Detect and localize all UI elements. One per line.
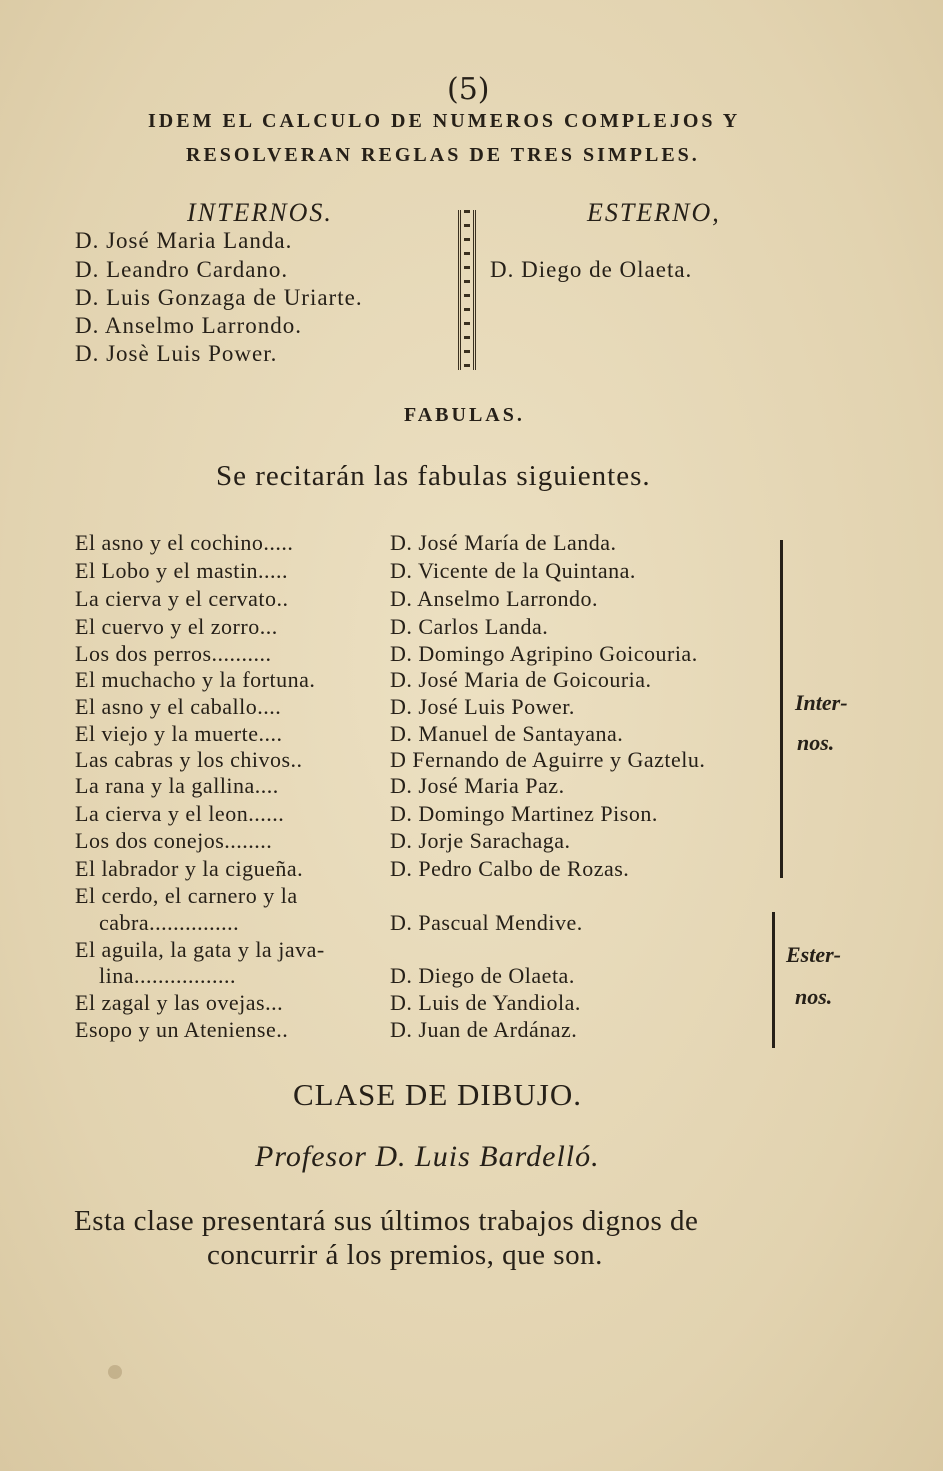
fabulas-title: FABULAS.: [404, 404, 525, 426]
fabula-title: La cierva y el leon......: [75, 801, 285, 826]
fabula-title: El cuervo y el zorro...: [75, 614, 278, 639]
fabula-title: El viejo y la muerte....: [75, 721, 283, 746]
fabula-performer: D. José María de Landa.: [390, 530, 617, 555]
interno-member: D. José Maria Landa.: [75, 228, 293, 253]
group-label-esternos: nos.: [795, 984, 833, 1009]
interno-member: D. Josè Luis Power.: [75, 341, 278, 366]
fabula-performer: D. José Maria de Goicouria.: [390, 667, 652, 692]
internos-title: INTERNOS.: [187, 198, 333, 227]
fabula-title: El cerdo, el carnero y la: [75, 883, 298, 908]
fabula-performer: D. José Luis Power.: [390, 694, 575, 719]
fabula-row: [0, 828, 943, 856]
fabula-row: [0, 773, 943, 801]
group-label-internos: Inter-: [795, 690, 848, 715]
fabula-title: Esopo y un Ateniense..: [75, 1017, 289, 1042]
ornamental-divider: [458, 210, 476, 370]
fabula-title: La rana y la gallina....: [75, 773, 279, 798]
heading-line-1: IDEM EL CALCULO DE NUMEROS COMPLEJOS Y: [148, 110, 741, 132]
professor-line: Profesor D. Luis Bardelló.: [255, 1140, 600, 1173]
fabula-title: cabra...............: [75, 910, 240, 935]
fabula-title: La cierva y el cervato..: [75, 586, 289, 611]
interno-member: D. Anselmo Larrondo.: [75, 313, 302, 338]
group-label-esternos: Ester-: [786, 942, 841, 967]
fabula-row: [0, 641, 943, 669]
fabula-row: [0, 856, 943, 884]
fabula-performer: D. Anselmo Larrondo.: [390, 586, 598, 611]
fabulas-intro: Se recitarán las fabulas siguientes.: [216, 460, 651, 492]
fabula-title: Los dos conejos........: [75, 828, 273, 853]
fabula-title: El zagal y las ovejas...: [75, 990, 284, 1015]
fabula-performer: D. Vicente de la Quintana.: [390, 558, 636, 583]
fabula-row: [0, 586, 943, 614]
fabula-title: lina.................: [75, 963, 236, 988]
fabula-performer: D Fernando de Aguirre y Gaztelu.: [390, 747, 706, 772]
fabula-performer: D. Domingo Agripino Goicouria.: [390, 641, 698, 666]
fabula-performer: D. José Maria Paz.: [390, 773, 565, 798]
esterno-member: D. Diego de Olaeta.: [490, 257, 693, 282]
fabula-row: [0, 530, 943, 558]
fabula-performer: D. Manuel de Santayana.: [390, 721, 624, 746]
fabula-title: El Lobo y el mastin.....: [75, 558, 289, 583]
fabula-row: [0, 614, 943, 642]
interno-member: D. Leandro Cardano.: [75, 257, 289, 282]
interno-member: D. Luis Gonzaga de Uriarte.: [75, 285, 363, 310]
heading-line-2: RESOLVERAN REGLAS DE TRES SIMPLES.: [186, 144, 700, 166]
fabula-title: Las cabras y los chivos..: [75, 747, 303, 772]
internos-brace: [780, 540, 791, 878]
clase-title: CLASE DE DIBUJO.: [293, 1077, 582, 1112]
fabula-title: El asno y el cochino.....: [75, 530, 294, 555]
fabula-performer: D. Luis de Yandiola.: [390, 990, 581, 1015]
esterno-title: ESTERNO,: [587, 198, 721, 227]
fabula-title: El labrador y la cigueña.: [75, 856, 304, 881]
fabula-title: El muchacho y la fortuna.: [75, 667, 316, 692]
fabula-row: [0, 1017, 943, 1045]
esternos-brace: [772, 912, 783, 1048]
fabula-performer: D. Carlos Landa.: [390, 614, 549, 639]
fabula-row: [0, 883, 943, 911]
group-label-internos: nos.: [797, 730, 835, 755]
fabula-performer: D. Pedro Calbo de Rozas.: [390, 856, 630, 881]
fabula-performer: D. Domingo Martinez Pison.: [390, 801, 658, 826]
fabula-performer: D. Juan de Ardánaz.: [390, 1017, 578, 1042]
clase-text-line-1: Esta clase presentará sus últimos trabajos dignos de: [74, 1205, 699, 1237]
fabula-performer: D. Diego de Olaeta.: [390, 963, 575, 988]
fabula-row: [0, 801, 943, 829]
fabula-title: Los dos perros..........: [75, 641, 272, 666]
fabula-performer: D. Jorje Sarachaga.: [390, 828, 571, 853]
fabula-title: El asno y el caballo....: [75, 694, 282, 719]
fabula-performer: D. Pascual Mendive.: [390, 910, 583, 935]
clase-text-line-2: concurrir á los premios, que son.: [207, 1239, 603, 1271]
fabula-row: [0, 558, 943, 586]
ink-stain: [108, 1365, 122, 1379]
fabula-row: [0, 910, 943, 938]
page-number: (5): [447, 72, 490, 107]
fabula-title: El aguila, la gata y la java-: [75, 937, 325, 962]
